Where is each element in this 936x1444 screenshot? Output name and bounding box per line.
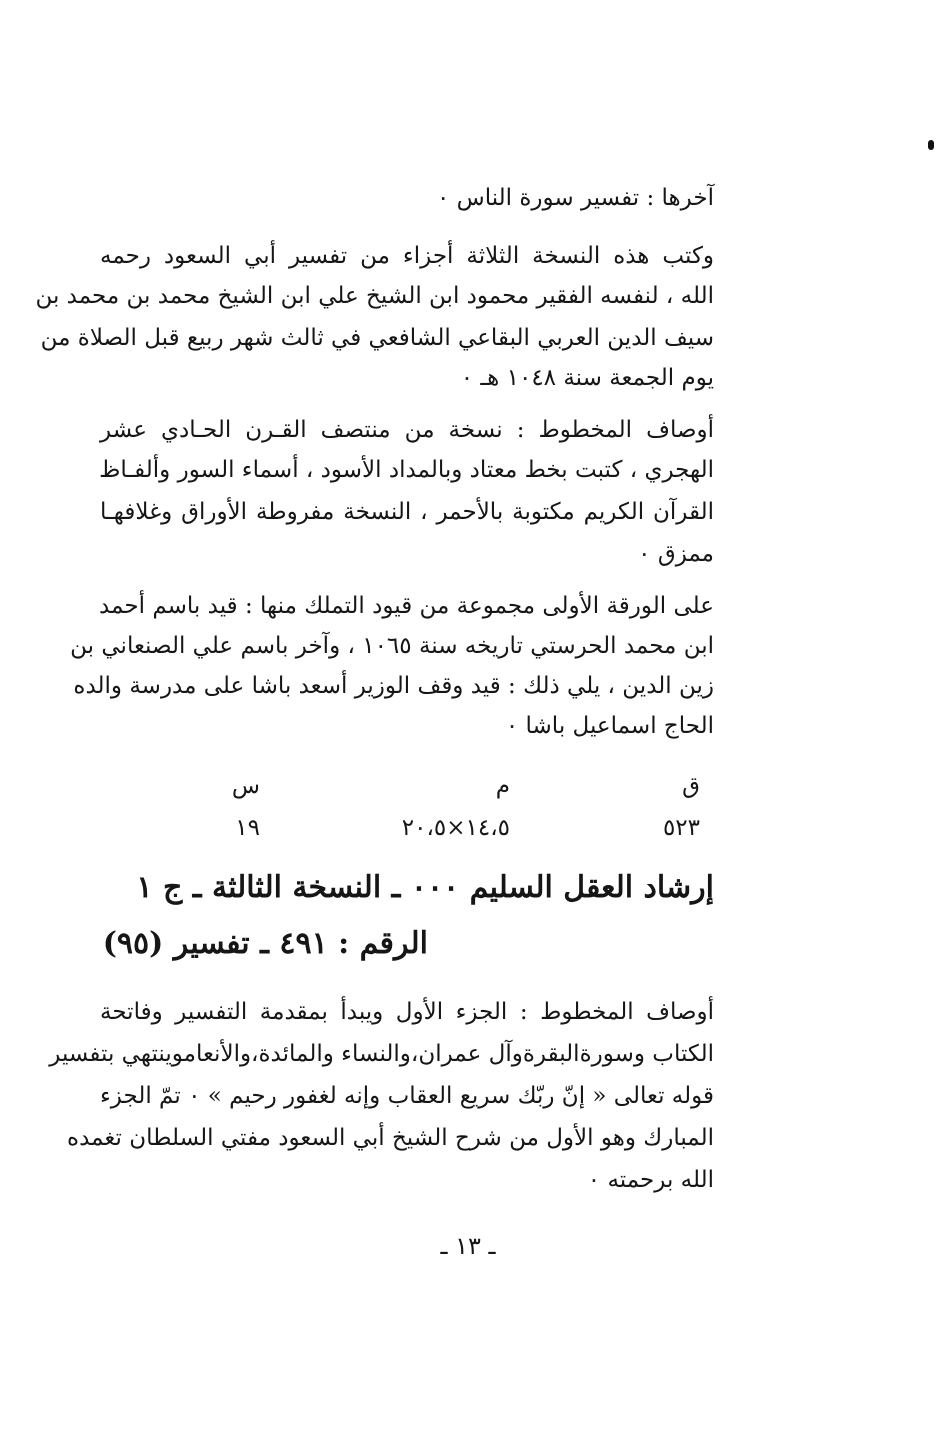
paragraph-line: وكتب هذه النسخة الثلاثة أجزاء من تفسير أبي السعود رحمه: [100, 243, 714, 269]
paragraph-line: سيف الدين العربي البقاعي الشافعي في ثالث شهر ربيع قبل الصلاة من: [40, 325, 714, 351]
dimensions-header-row: [200, 766, 700, 806]
paragraph-line: الله ، لنفسه الفقير محمود ابن الشيخ علي ابن الشيخ محمد بن محمد بن: [35, 283, 714, 309]
paragraph-line: قوله تعالى « إنّ ربّك سريع العقاب وإنه لغفور رحيم » ٠ تمّ الجزء: [99, 1083, 714, 1109]
paragraph-line: الحاج اسماعيل باشا ٠: [505, 713, 714, 739]
header-s: س: [231, 773, 260, 799]
scan-mark: [928, 140, 934, 150]
paragraph-line: أوصاف المخطوط : الجزء الأول ويبدأ بمقدمة التفسير وفاتحة: [100, 999, 714, 1025]
paragraph-line: ابن محمد الحرستي تاريخه سنة ١٠٦٥ ، وآخر باسم علي الصنعاني بن: [70, 633, 714, 659]
header-q: ق: [682, 773, 700, 799]
paragraph-line: على الورقة الأولى مجموعة من قيود التملك منها : قيد باسم أحمد: [99, 593, 714, 619]
value-m: ١٤،٥×٢٠،٥: [401, 815, 510, 841]
catalog-number-heading: الرقم : ٤٩١ ـ تفسير (٩٥): [102, 926, 428, 961]
paragraph-line: المبارك وهو الأول من شرح الشيخ أبي السعود مفتي السلطان تغمده: [67, 1125, 714, 1151]
section-heading: إرشاد العقل السليم ٠٠٠ ـ النسخة الثالثة ـ ج ١: [136, 870, 714, 905]
paragraph-line: آخرها : تفسير سورة الناس ٠: [436, 185, 714, 211]
paragraph-line: الكتاب وسورةالبقرةوآل عمران،والنساء والمائدة،والأنعاموينتهي بتفسير: [49, 1041, 714, 1067]
paragraph-line: زين الدين ، يلي ذلك : قيد وقف الوزير أسعد باشا على مدرسة والده: [73, 673, 714, 699]
paragraph-line: الله برحمته ٠: [587, 1167, 714, 1193]
paragraph-line: ممزق ٠: [638, 541, 714, 567]
value-s: ١٩: [235, 815, 260, 841]
value-q: ٥٢٣: [662, 815, 700, 841]
paragraph-line: الهجري ، كتبت بخط معتاد وبالمداد الأسود ، أسماء السور وألفـاظ: [99, 457, 714, 483]
header-m: م: [495, 773, 510, 799]
page-number: ـ ١٣ ـ: [440, 1232, 496, 1260]
paragraph-line: القرآن الكريم مكتوبة بالأحمر ، النسخة مفروطة الأوراق وغلافهـا: [100, 499, 714, 525]
paragraph-line: يوم الجمعة سنة ١٠٤٨ هـ ٠: [460, 365, 714, 391]
paragraph-line: أوصاف المخطوط : نسخة من منتصف القـرن الحـادي عشر: [100, 417, 714, 443]
dimensions-value-row: [200, 808, 700, 848]
